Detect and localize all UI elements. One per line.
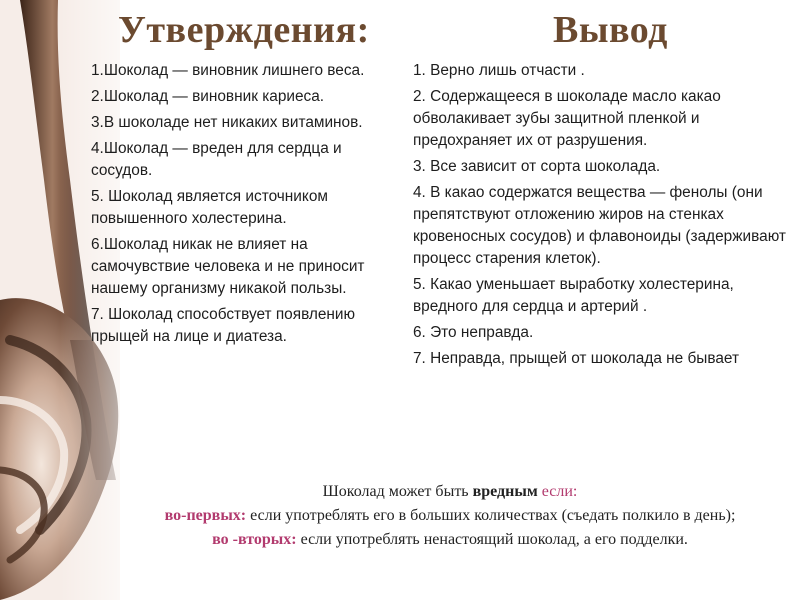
conclusions-list (413, 60, 793, 374)
statement-item: 4.Шоколад — вреден для сердца и сосудов. (91, 140, 342, 179)
summary-intro: Шоколад может быть (322, 483, 473, 500)
first-label: во-первых: (164, 507, 247, 524)
conclusion-item: 7. Неправда, прыщей от шоколада не бывает (413, 350, 740, 367)
summary-line-2 (110, 504, 790, 528)
summary-block (110, 480, 790, 552)
conclusion-item: 4. В какао содержатся вещества — фенолы (они препятствуют отложению жиров на стенках кровеносных сосудов) и флавоноиды (задерживают процесс старения клеток). (413, 184, 786, 267)
summary-if-word: если: (537, 483, 578, 500)
statement-item: 6.Шоколад никак не влияет на самочувствие человека и не приносит нашему организму никакой пользы. (91, 236, 365, 297)
conclusion-item: 3. Все зависит от сорта шоколада. (413, 158, 661, 175)
conclusion-item: 2. Содержащееся в шоколаде масло какао обволакивает зубы защитной пленкой и предохраняет их от разрушения. (413, 88, 721, 149)
second-text: если употреблять ненастоящий шоколад, а его подделки. (296, 531, 688, 548)
statements-list (91, 60, 391, 352)
conclusion-item: 1. Верно лишь отчасти . (413, 62, 585, 79)
statement-item: 1.Шоколад — виновник лишнего веса. (91, 62, 365, 79)
summary-line-3 (110, 528, 790, 552)
statement-item: 7. Шоколад способствует появлению прыщей на лице и диатеза. (91, 306, 356, 345)
conclusions-heading: Вывод (553, 9, 668, 51)
conclusion-item: 5. Какао уменьшает выработку холестерина, вредного для сердца и артерий . (413, 276, 734, 315)
first-text: если употреблять его в больших количествах (съедать полкило в день); (246, 507, 736, 524)
summary-line-1 (110, 480, 790, 504)
conclusion-item: 6. Это неправда. (413, 324, 534, 341)
second-label: во -вторых: (212, 531, 297, 548)
statement-item: 5. Шоколад является источником повышенного холестерина. (91, 188, 328, 227)
statement-item: 3.В шоколаде нет никаких витаминов. (91, 114, 363, 131)
summary-bold-word: вредным (472, 483, 538, 500)
statements-heading: Утверждения: (118, 9, 370, 51)
statement-item: 2.Шоколад — виновник кариеса. (91, 88, 325, 105)
